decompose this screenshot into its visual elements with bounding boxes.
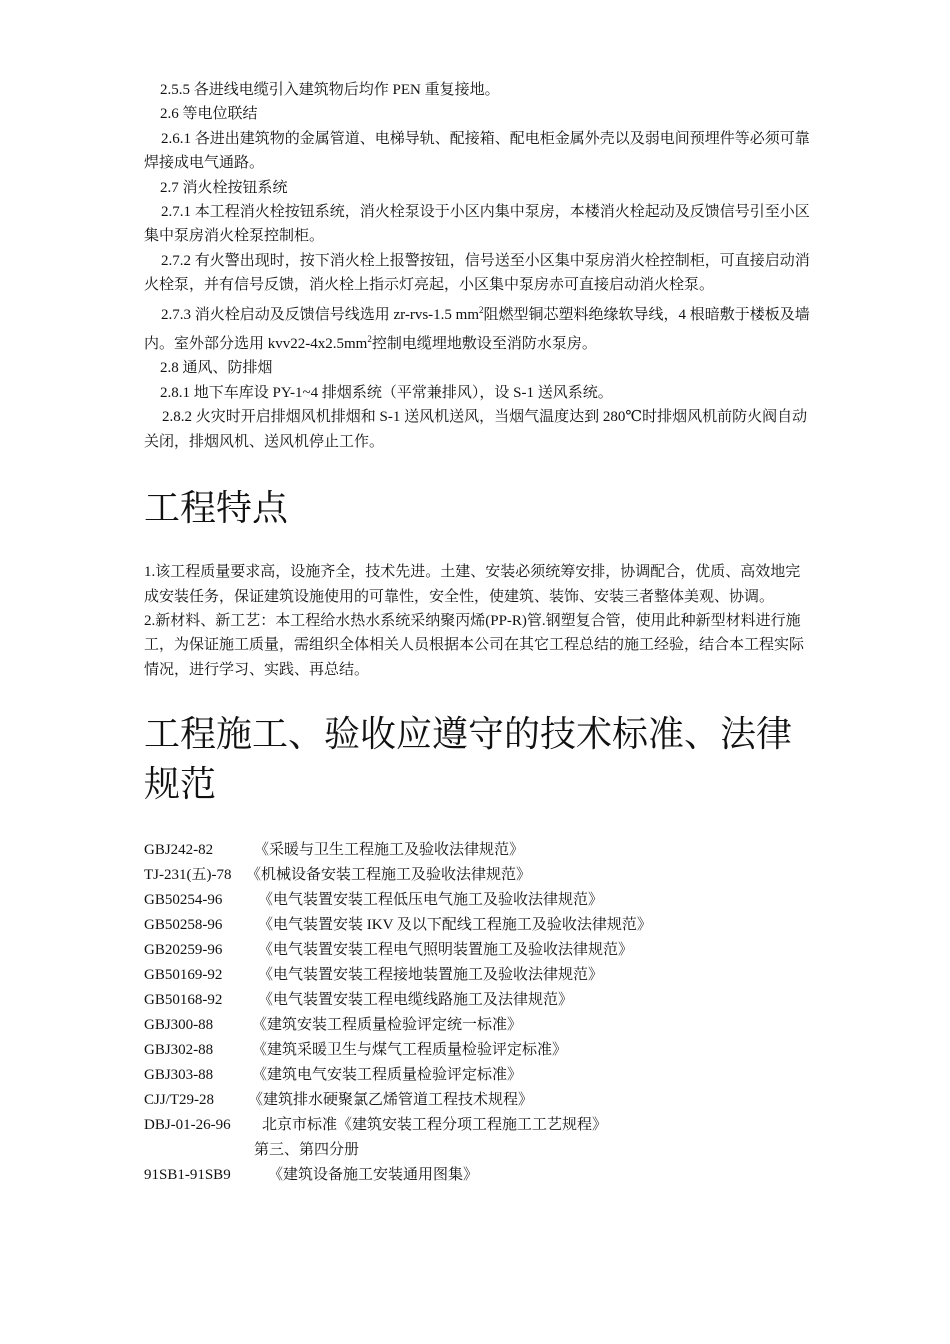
standard-title: 北京市标准《建筑安装工程分项工程施工工艺规程》 — [262, 1117, 608, 1134]
paragraph-2-7-3-part1: 2.7.3 消火栓启动及反馈信号线选用 zr-rvs-1.5 mm — [161, 306, 480, 323]
standard-code: TJ-231(五)-78 — [144, 867, 232, 884]
standard-row — [144, 888, 812, 913]
standard-title: 《建筑电气安装工程质量检验评定标准》 — [252, 1067, 523, 1084]
paragraph-2-8-1: 2.8.1 地下车库设 PY-1~4 排烟系统（平常兼排风），设 S-1 送风系统。 — [160, 384, 613, 401]
standard-title: 第三、第四分册 — [254, 1142, 360, 1159]
paragraph-2-7-1: 2.7.1 本工程消火栓按钮系统，消火栓泵设于小区内集中泵房，本楼消火栓起动及反馈信号引至小区集中泵房消火栓泵控制柜。 — [144, 204, 810, 245]
standard-code — [144, 1138, 254, 1163]
paragraph-2-7-3-part3: 控制电缆埋地敷设至消防水泵房。 — [371, 336, 597, 353]
standard-title: 《电气装置安装工程低压电气施工及验收法律规范》 — [258, 892, 604, 909]
paragraph-2-5-5: 2.5.5 各进线电缆引入建筑物后均作 PEN 重复接地。 — [160, 82, 500, 98]
standard-code: GBJ242-82 — [144, 842, 214, 859]
standard-title: 《电气装置安装工程接地装置施工及验收法律规范》 — [258, 967, 604, 984]
paragraph-2-6: 2.6 等电位联结 — [160, 106, 258, 123]
standard-title: 《电气装置安装工程电缆线路施工及法律规范》 — [258, 992, 574, 1009]
standard-row — [144, 1038, 812, 1063]
section-heading-standards: 工程施工、验收应遵守的技术标准、法律规范 — [144, 714, 793, 806]
standard-code: GB50169-92 — [144, 967, 223, 984]
standard-title: 《建筑排水硬聚氯乙烯管道工程技术规程》 — [248, 1092, 534, 1109]
standard-row — [144, 913, 812, 938]
standard-row — [144, 838, 812, 863]
paragraph-2-8-2: 2.8.2 火灾时开启排烟风机排烟和 S-1 送风机送风，当烟气温度达到 280℃时排烟风机前防火阀自动关闭，排烟风机、送风机停止工作。 — [144, 409, 808, 450]
paragraph-2-8: 2.8 通风、防排烟 — [160, 360, 273, 377]
paragraph-2-7-3-part2: 阻燃型铜芯塑料绝缘软导线，4 根暗敷于楼板及墙内。室外部分选用 kvv22-4x2.5mm — [144, 306, 810, 353]
standard-row — [144, 1088, 812, 1113]
standard-title: 《建筑采暖卫生与煤气工程质量检验评定标准》 — [252, 1042, 568, 1059]
document-content — [144, 78, 812, 1188]
standard-title: 《建筑设备施工安装通用图集》 — [268, 1167, 479, 1184]
standards-list — [144, 838, 812, 1188]
paragraph-2-6-1 — [144, 127, 812, 176]
standard-code: GB50254-96 — [144, 892, 223, 909]
standard-code: 91SB1-91SB9 — [144, 1167, 231, 1184]
standard-row — [144, 963, 812, 988]
paragraph-2-6-1-text: 2.6.1 各进出建筑物的金属管道、电梯导轨、配接箱、配电柜金属外壳以及弱电间预埋件等必须可靠焊接成电气通路。 — [144, 130, 810, 172]
superscript-2: 2 — [479, 304, 484, 315]
standard-title: 《机械设备安装工程施工及验收法律规范》 — [246, 867, 532, 884]
standard-code: GBJ302-88 — [144, 1042, 214, 1059]
standard-row — [144, 1138, 812, 1163]
standard-row — [144, 1113, 812, 1138]
feature-paragraph-2: 2.新材料、新工艺：本工程给水热水系统采纳聚丙烯(PP-R)管.钢塑复合管，使用此种新型材料进行施工，为保证施工质量，需组织全体相关人员根据本公司在其它工程总结的施工经验，结合本工程实际情况，进行学习、实践、再总结。 — [144, 612, 805, 678]
standard-code: GB50168-92 — [144, 992, 223, 1009]
feature-paragraph-1: 1.该工程质量要求高，设施齐全，技术先进。土建、安装必须统筹安排，协调配合，优质、高效地完成安装任务，保证建筑设施使用的可靠性，安全性，使建筑、装饰、安装三者整体美观、协调。 — [144, 564, 801, 605]
standard-title: 《建筑安装工程质量检验评定统一标准》 — [252, 1017, 523, 1034]
standard-code: GBJ300-88 — [144, 1017, 214, 1034]
section-heading-features: 工程特点 — [144, 488, 289, 530]
paragraph-2-7-2: 2.7.2 有火警出现时，按下消火栓上报警按钮，信号送至小区集中泵房消火栓控制柜，可直接启动消火栓泵，并有信号反馈，消火栓上指示灯亮起，小区集中泵房赤可直接启动消火栓泵。 — [144, 252, 810, 294]
standard-title: 《电气装置安装工程电气照明装置施工及验收法律规范》 — [258, 942, 634, 959]
standard-title: 《采暖与卫生工程施工及验收法律规范》 — [254, 842, 525, 859]
paragraph-2-7-3 — [144, 298, 812, 357]
standard-row — [144, 1013, 812, 1038]
standard-code: GB50258-96 — [144, 917, 223, 934]
standard-code: DBJ-01-26-96 — [144, 1117, 231, 1134]
standard-code: GB20259-96 — [144, 942, 223, 959]
superscript-2: 2 — [367, 334, 372, 345]
standard-row — [144, 988, 812, 1013]
standard-row — [144, 1163, 812, 1188]
standard-row — [144, 1063, 812, 1088]
standard-row — [144, 938, 812, 963]
standard-title: 《电气装置安装 IKV 及以下配线工程施工及验收法律规范》 — [258, 917, 652, 934]
standard-code: GBJ303-88 — [144, 1067, 214, 1084]
standard-row — [144, 863, 812, 888]
standard-code: CJJ/T29-28 — [144, 1092, 215, 1109]
paragraph-2-7: 2.7 消火栓按钮系统 — [160, 179, 288, 196]
